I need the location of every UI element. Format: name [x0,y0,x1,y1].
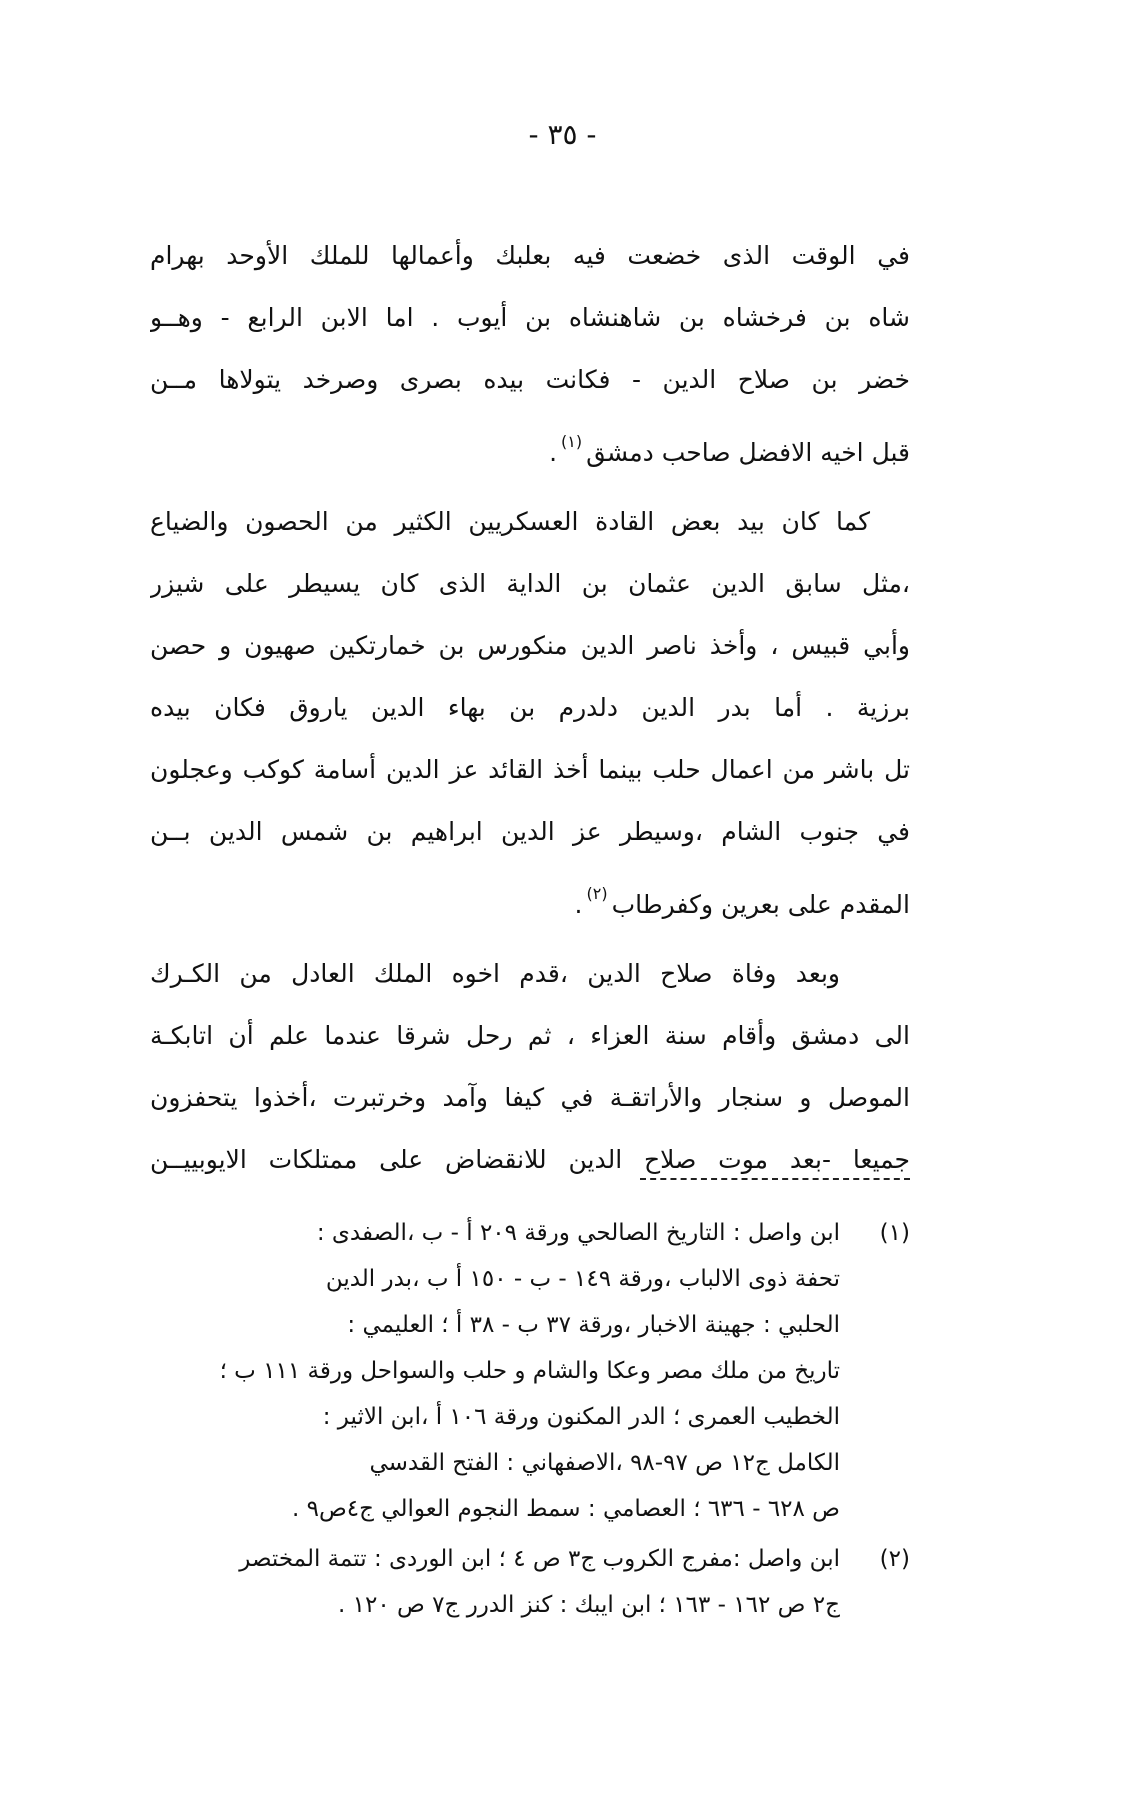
text-line: تل باشر من اعمال حلب بينما أخذ القائد عز الدين أسامة كوكب وعجلون [150,755,910,784]
text-line: في جنوب الشام ،وسيطر عز الدين ابراهيم بن شمس الدين بــن [150,817,910,846]
main-text [150,225,910,1209]
period: . [574,890,583,919]
footnote-body [100,1210,840,1532]
text-line: جميعا -بعد موت صلاح الدين للانقضاض على ممتلكات الايوبييــن [150,1145,910,1174]
footnote-line: الكامل ج١٢ ص ٩٧-٩٨ ،الاصفهاني : الفتح القدسي [369,1450,840,1476]
text-line: برزية . أما بدر الدين دلدرم بن بهاء الدين ياروق فكان بيده [150,693,910,722]
footnote-ref-1: (١) [561,432,583,451]
footnote-label: (٢) [879,1546,910,1572]
footnote-2 [100,1536,910,1628]
text-line: ،مثل سابق الدين عثمان بن الداية الذى كان يسيطر على شيزر [150,569,910,598]
footnote-1 [100,1210,910,1532]
footnote-label: (١) [879,1220,910,1246]
footnote-line: تاريخ من ملك مصر وعكا والشام و حلب والسواحل ورقة ١١١ ب ؛ [219,1358,840,1384]
text-line-last [150,863,910,925]
text-line: المقدم على بعرين وكفرطاب [611,890,910,919]
text-line: وأبي قبيس ، وأخذ ناصر الدين منكورس بن خمارتكين صهيون و حصن [150,631,910,660]
footnotes [100,1210,910,1632]
footnote-line: الخطيب العمرى ؛ الدر المكنون ورقة ١٠٦ أ ،ابن الاثير : [322,1404,840,1430]
footnote-line: ابن واصل : التاريخ الصالحي ورقة ٢٠٩ أ - ب ،الصفدى : [316,1220,840,1246]
footnote-line: تحفة ذوى الالباب ،ورقة ١٤٩ - ب - ١٥٠ أ ب ،بدر الدين [325,1266,840,1292]
page-number: - ٣٥ - [528,118,597,151]
text-line-last [150,411,910,473]
paragraph-3 [150,943,910,1191]
footnote-body [100,1536,840,1628]
footnote-line: ص ٦٢٨ - ٦٣٦ ؛ العصامي : سمط النجوم العوالي ج٤ص٩ . [291,1496,840,1522]
footnote-line: الحلبي : جهينة الاخبار ،ورقة ٣٧ ب - ٣٨ أ ؛ العليمي : [347,1312,840,1338]
period: . [549,438,558,467]
text-line: الموصل و سنجار والأراتقـة في كيفا وآمد وخرتبرت ،أخذوا يتحفزون [150,1083,910,1112]
text-line: كما كان بيد بعض القادة العسكريين الكثير من الحصون والضياع [150,507,870,536]
text-line: شاه بن فرخشاه بن شاهنشاه بن أيوب . اما الابن الرابع - وهــو [150,303,910,332]
footnote-ref-2: (٢) [586,884,608,903]
paragraph-1 [150,225,910,473]
footnote-separator [640,1178,910,1180]
footnote-line: ج٢ ص ١٦٢ - ١٦٣ ؛ ابن ايبك : كنز الدرر ج٧ ص ١٢٠ . [338,1592,840,1618]
paragraph-2 [150,491,910,925]
text-line: خضر بن صلاح الدين - فكانت بيده بصرى وصرخد يتولاها مــن [150,365,910,394]
footnote-line: ابن واصل :مفرج الكروب ج٣ ص ٤ ؛ ابن الوردى : تتمة المختصر [239,1546,840,1572]
text-line: في الوقت الذى خضعت فيه بعلبك وأعمالها للملك الأوحد بهرام [150,241,910,270]
text-line: قبل اخيه الافضل صاحب دمشق [586,438,910,467]
text-line: الى دمشق وأقام سنة العزاء ، ثم رحل شرقا عندما علم أن اتابكـة [150,1021,910,1050]
text-line: وبعد وفاة صلاح الدين ،قدم اخوه الملك العادل من الكـرك [150,959,840,988]
